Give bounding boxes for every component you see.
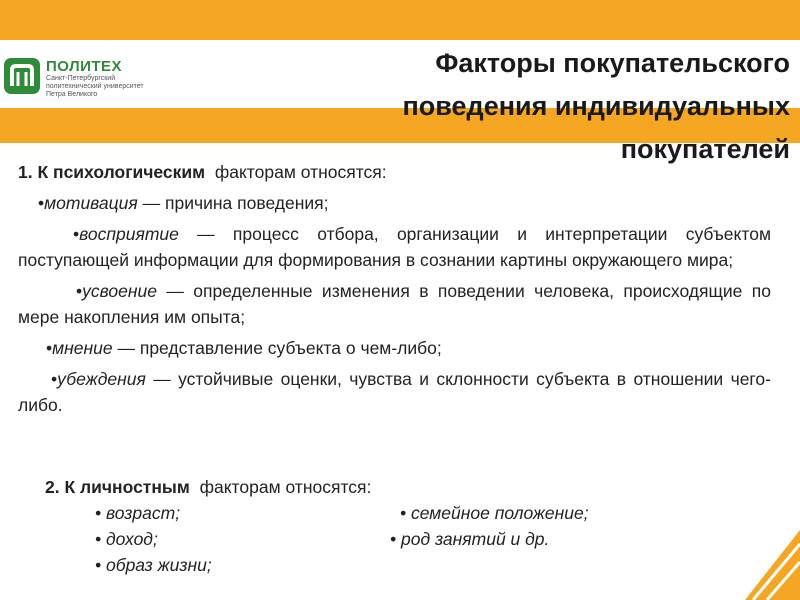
section-psychological [18, 159, 771, 423]
corner-decoration-icon [745, 530, 800, 600]
section2-heading: 2. К личностным факторам относятся: [45, 477, 372, 497]
list-item: •мнение — представление субъекта о чем-либо; [46, 338, 442, 358]
factors-column-left [95, 500, 385, 578]
list-item: • род занятий и др. [390, 529, 550, 549]
title-line: покупателей [620, 134, 790, 164]
list-item: •восприятие — процесс отбора, организации и интерпретации субъектом поступающей информации для формирования в сознании картины окружающего мира; [18, 224, 771, 270]
list-item: • возраст; [95, 503, 181, 523]
logo-name: ПОЛИТЕХ [46, 58, 123, 75]
list-item: • образ жизни; [95, 555, 212, 575]
title-line: Факторы покупательского [435, 48, 790, 78]
list-item: •убеждения — устойчивые оценки, чувства и склонности субъекта в отношении чего-либо. [18, 369, 771, 415]
top-accent-bar [0, 0, 800, 40]
list-item: • семейное положение; [400, 503, 589, 523]
list-item: •мотивация — причина поведения; [38, 193, 329, 213]
list-item: • доход; [95, 529, 158, 549]
list-item: •усвоение — определенные изменения в поведении человека, происходящие по мере накопления им опыта; [18, 281, 771, 327]
title-line: поведения индивидуальных [402, 91, 790, 121]
logo-subtitle: Санкт-Петербургский политехнический университет Петра Великого [46, 75, 144, 98]
section1-heading: 1. К психологическим факторам относятся: [18, 162, 387, 182]
slide-title [270, 42, 790, 171]
logo-mark-icon [4, 58, 40, 94]
factors-column-right [390, 500, 670, 552]
university-logo [4, 58, 164, 98]
